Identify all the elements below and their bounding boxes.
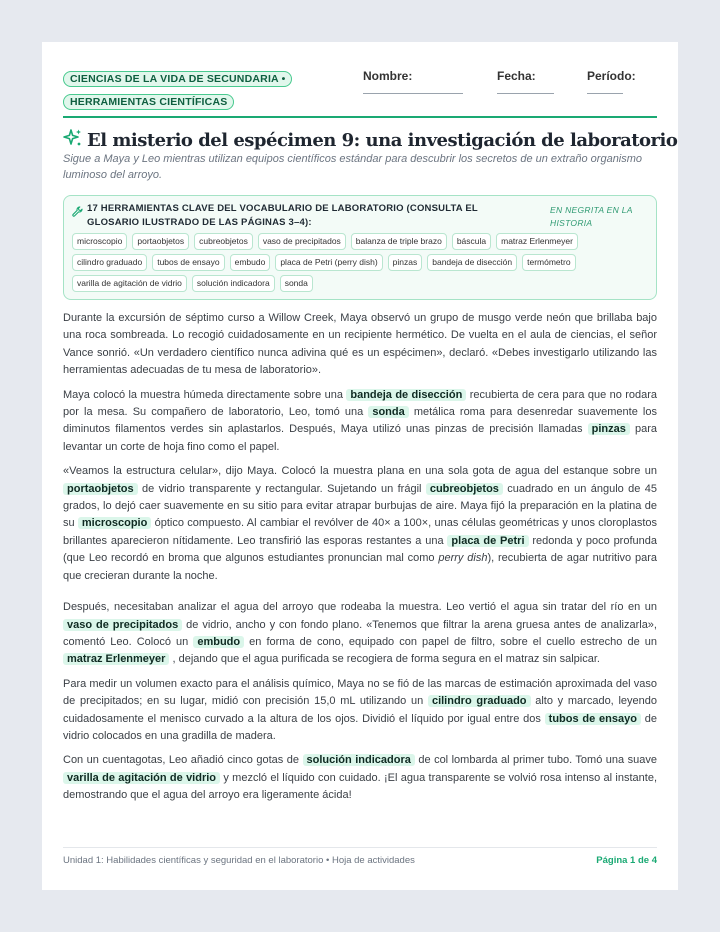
text-run: redonda y poco profunda (que Leo recordó en broma que algunos estudiantes pronuncian mal como xyxy=(63,534,657,565)
term-placa-de-petri: placa de Petri xyxy=(447,535,528,547)
vocabulary-box xyxy=(63,195,657,300)
term-microscopio: microscopio xyxy=(78,517,151,529)
title-row xyxy=(63,126,678,154)
text-run: «Veamos la estructura celular», dijo Maya. Colocó la muestra plana en una sola gota de agua del estanque sobre un xyxy=(63,465,657,478)
text-run: Maya colocó la muestra húmeda directamente sobre una xyxy=(63,388,347,401)
text-run: alto y marcado, leyendo cuidadosamente el menisco curvado a la altura de los ojos. Dividió el líquido por igual entre dos xyxy=(63,695,657,725)
term-solucion-indicadora: solución indicadora xyxy=(303,754,415,766)
vocab-term-chip: vaso de precipitados xyxy=(258,233,346,250)
term-matraz-erlenmeyer: matraz Erlenmeyer xyxy=(63,653,169,665)
worksheet-page xyxy=(42,42,678,890)
text-run: de vidrio, ancho y con fondo plano. «Tenemos que filtrar la arena gruesa antes de analizarla», comentó Leo. Colocó un xyxy=(63,618,657,648)
term-bandeja-de-diseccion: bandeja de disección xyxy=(346,389,466,401)
vocab-term-chip: tubos de ensayo xyxy=(152,254,224,271)
vocab-term-chip: balanza de triple brazo xyxy=(351,233,447,250)
footer-unit-info: Unidad 1: Habilidades científicas y seguridad en el laboratorio • Hoja de actividades xyxy=(63,855,415,866)
period-label: Período: xyxy=(587,69,636,83)
vocab-term-chip: portaobjetos xyxy=(132,233,189,250)
period-field[interactable] xyxy=(587,69,636,83)
name-label: Nombre: xyxy=(363,69,413,83)
term-pinzas: pinzas xyxy=(588,423,630,435)
text-run: recubierta de cera para que no rodara por la mesa. Su compañero de laboratorio, Leo, tomó una xyxy=(63,388,658,419)
vocab-term-chip: termómetro xyxy=(522,254,575,271)
wrench-icon xyxy=(72,204,83,229)
page-footer xyxy=(63,847,657,878)
page-subtitle: Sigue a Maya y Leo mientras utilizan equipos científicos estándar para descubrir los secretos de un extraño organismo luminoso del arroyo. xyxy=(63,153,643,181)
term-vaso-de-precipitados: vaso de precipitados xyxy=(63,619,182,631)
text-run: Para medir un volumen exacto para el análisis químico, Maya no se fió de las marcas de estimación aproximada del vaso de precipitados; en su lugar, midió con precisión 15,0 mL utilizando un xyxy=(63,677,657,708)
term-portaobjetos: portaobjetos xyxy=(63,483,138,495)
text-run: para levantar un corte de hoja fino como el papel. xyxy=(63,423,657,453)
vocab-term-chip: microscopio xyxy=(72,233,127,250)
text-run: óptico compuesto. Al cambiar el revólver de 40× a 100×, unas células geométricas y unos cloroplastos brillantes aparecieron nítidamente. Leo transfirió las esporas restantes a una xyxy=(63,517,657,547)
text-run: y mezcló el líquido con cuidado. ¡El agua transparente se volvió rosa intenso al instante, demostrando que el agua del arroyo era ligeramente ácida! xyxy=(63,771,658,802)
text-run: metálica roma para desenredar suavemente los diminutos filamentos verdes sin aplastarlos. Después, Maya utilizó unas pinzas de precisión llamadas xyxy=(63,406,657,436)
term-cilindro-graduado: cilindro graduado xyxy=(428,695,531,707)
story-text xyxy=(63,310,657,805)
page-title: El misterio del espécimen 9: una investigación de laboratorio xyxy=(87,129,678,151)
paragraph-3 xyxy=(63,463,657,585)
date-line[interactable] xyxy=(497,93,554,94)
course-tag-pill: CIENCIAS DE LA VIDA DE SECUNDARIA • HERRAMIENTAS CIENTÍFICAS xyxy=(63,71,292,110)
vocab-term-chip: sonda xyxy=(280,275,313,292)
paragraph-5 xyxy=(63,676,657,746)
vocab-term-chip: cilindro graduado xyxy=(72,254,147,271)
text-run: en forma de cono, equipado con papel de filtro, sobre el cuello estrecho de un xyxy=(244,635,657,648)
sparkle-icon xyxy=(63,128,83,153)
name-field[interactable] xyxy=(363,69,412,83)
vocab-term-chip: varilla de agitación de vidrio xyxy=(72,275,187,292)
term-embudo: embudo xyxy=(193,636,244,648)
text-run: de vidrio transparente y rectangular. Sujetando un frágil xyxy=(137,482,426,495)
course-tag xyxy=(63,67,345,113)
term-sonda: sonda xyxy=(368,406,408,418)
worksheet-header xyxy=(63,66,657,118)
text-run: cuadrado en un ángulo de 45 grados, lo dejó caer suavemente en su sitio para evitar atrapar burbujas de aire. Maya fijó la preparación en la platina de su xyxy=(63,482,657,530)
name-line[interactable] xyxy=(363,93,463,94)
text-run: Después, necesitaban analizar el agua del arroyo que rodeaba la muestra. Leo vertió el agua sin tratar del río en un xyxy=(63,601,657,614)
vocabulary-heading: 17 HERRAMIENTAS CLAVE DEL VOCABULARIO DE LABORATORIO (CONSULTA EL GLOSARIO ILUSTRADO DE LAS PÁGINAS 3–4): xyxy=(87,203,478,228)
text-run: Con un cuentagotas, Leo añadió cinco gotas de xyxy=(63,754,303,767)
term-cubreobjetos: cubreobjetos xyxy=(426,483,503,495)
vocab-term-chip: solución indicadora xyxy=(192,275,275,292)
vocabulary-header xyxy=(72,202,522,229)
vocab-term-chip: cubreobjetos xyxy=(194,233,253,250)
paragraph-2 xyxy=(63,387,657,457)
vocab-term-chip: pinzas xyxy=(388,254,423,271)
vocabulary-note: EN NEGRITA EN LA HISTORIA xyxy=(550,205,633,228)
vocabulary-terms xyxy=(72,233,647,292)
term-tubos-de-ensayo: tubos de ensayo xyxy=(545,713,641,725)
vocab-term-chip: bandeja de disección xyxy=(427,254,517,271)
paragraph-6 xyxy=(63,752,657,804)
vocab-term-chip: embudo xyxy=(230,254,271,271)
date-label: Fecha: xyxy=(497,69,536,83)
vocab-term-chip: placa de Petri (perry dish) xyxy=(275,254,382,271)
term-varilla-de-agitacion: varilla de agitación de vidrio xyxy=(63,772,220,784)
text-run: de vidrio colocados en una gradilla de madera. xyxy=(63,712,658,742)
paragraph-4 xyxy=(63,599,657,669)
text-run: , dejando que el agua purificada se recogiera de forma segura en el matraz sin salpicar. xyxy=(169,653,600,666)
vocab-term-chip: báscula xyxy=(452,233,491,250)
footer-page-number: Página 1 de 4 xyxy=(596,855,657,866)
text-run: ), recubierta de agar nutritivo para que crecieran durante la noche. xyxy=(63,552,658,582)
text-run: de col lombarda al primer tubo. Tomó una suave xyxy=(414,754,657,767)
period-line[interactable] xyxy=(587,93,623,94)
date-field[interactable] xyxy=(497,69,536,83)
paragraph-1: Durante la excursión de séptimo curso a Willow Creek, Maya observó un grupo de musgo verde neón que brillaba bajo una roca sombreada. Lo recogió cuidadosamente en un recipiente hermético. De vuelta en el aula de ciencias, el señor Vance sonrió. «Un verdadero científico nunca adivina qué es un espécimen», declaró. «Debes investigarlo utilizando las herramientas adecuadas de tu mesa de laboratorio». xyxy=(63,312,657,377)
italic-perry-dish: perry dish xyxy=(438,552,488,565)
vocab-term-chip: matraz Erlenmeyer xyxy=(496,233,578,250)
